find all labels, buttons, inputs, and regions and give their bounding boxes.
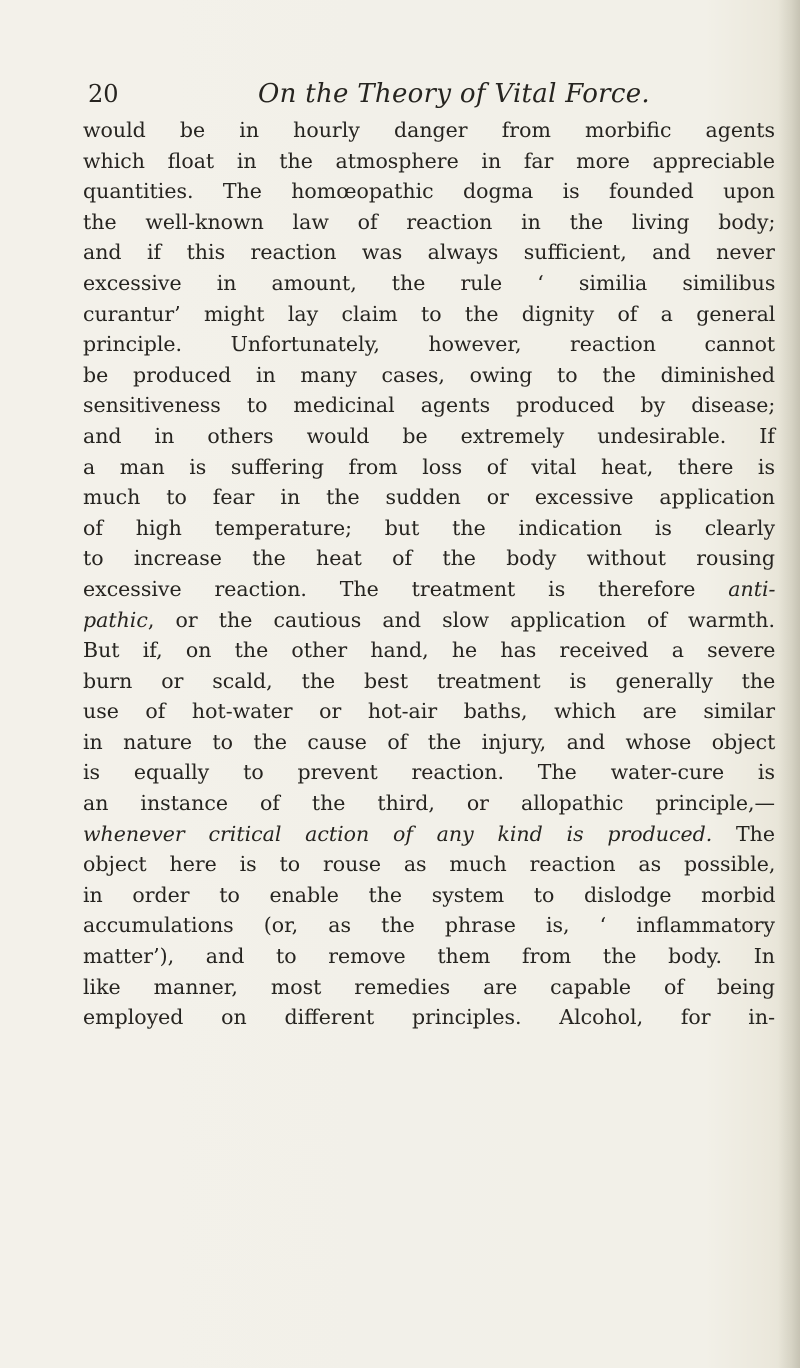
- text-segment: curantur’ might lay claim to the dignity of a general: [83, 301, 776, 326]
- page-edge-shadow: [778, 0, 800, 1368]
- text-line: [83, 696, 775, 727]
- text-line: [83, 788, 775, 819]
- text-line: [83, 421, 775, 452]
- running-title: On the Theory of Vital Force.: [258, 79, 650, 109]
- text-line: [83, 268, 775, 299]
- text-segment: , or the cautious and slow application of warmth.: [147, 607, 776, 632]
- italic-text-segment: anti-: [728, 576, 776, 601]
- text-segment: sensitiveness to medicinal agents produced by disease;: [83, 393, 776, 418]
- text-line: [83, 329, 775, 360]
- text-segment: object here is to rouse as much reaction as possible,: [83, 852, 776, 877]
- text-line: [83, 176, 775, 207]
- text-segment: principle. Unfortunately, however, reaction cannot: [83, 332, 776, 357]
- text-segment: and in others would be extremely undesirable. If: [83, 423, 775, 448]
- text-segment: is equally to prevent reaction. The water-cure is: [83, 760, 775, 785]
- text-segment: and if this reaction was always sufficient, and never: [83, 240, 775, 265]
- text-segment: accumulations (or, as the phrase is, ‘ inflammatory: [83, 913, 775, 938]
- text-line: [83, 605, 775, 636]
- text-segment: in nature to the cause of the injury, and whose object: [83, 729, 776, 754]
- text-segment: a man is suffering from loss of vital heat, there is: [83, 454, 775, 479]
- text-line: [83, 849, 775, 880]
- page-number: 20: [88, 80, 119, 108]
- text-segment: would be in hourly danger from morbific agents: [83, 118, 775, 142]
- text-line: [83, 574, 775, 605]
- text-segment: to increase the heat of the body without rousing: [83, 546, 775, 571]
- text-segment: like manner, most remedies are capable of being: [83, 974, 776, 999]
- text-segment: burn or scald, the best treatment is generally the: [83, 668, 776, 693]
- text-line: [83, 452, 775, 483]
- text-line: [83, 635, 775, 666]
- text-segment: excessive reaction. The treatment is therefore: [83, 576, 729, 601]
- text-segment: employed on different principles. Alcohol, for in-: [83, 1005, 775, 1030]
- page-header: [88, 78, 780, 118]
- text-segment: in order to enable the system to dislodge morbid: [83, 882, 776, 907]
- text-segment: much to fear in the sudden or excessive application: [83, 485, 775, 510]
- text-segment: quantities. The homœopathic dogma is founded upon: [83, 179, 775, 204]
- text-line: [83, 299, 775, 330]
- text-segment: an instance of the third, or allopathic principle,—: [83, 791, 775, 816]
- text-line: [83, 941, 775, 972]
- text-segment: of high temperature; but the indication is clearly: [83, 515, 776, 540]
- text-line: [83, 910, 775, 941]
- text-line: [83, 757, 775, 788]
- text-segment: excessive in amount, the rule ‘ similia similibus: [83, 270, 776, 295]
- text-line: [83, 360, 775, 391]
- text-line: [83, 513, 775, 544]
- italic-text-segment: whenever critical action of any kind is produced.: [83, 821, 713, 846]
- text-line: [83, 819, 775, 850]
- text-segment: be produced in many cases, owing to the diminished: [83, 362, 775, 387]
- text-segment: But if, on the other hand, he has received a severe: [83, 638, 776, 663]
- text-line: [83, 146, 775, 177]
- text-segment: matter’), and to remove them from the body. In: [83, 944, 775, 969]
- text-line: [83, 115, 775, 146]
- text-line: [83, 543, 775, 574]
- italic-text-segment: pathic: [83, 607, 148, 632]
- text-line: [83, 207, 775, 238]
- text-line: [83, 482, 775, 513]
- text-line: [83, 666, 775, 697]
- text-line: [83, 390, 775, 421]
- text-line: [83, 237, 775, 268]
- body-text: [83, 115, 775, 1033]
- text-segment: the well-known law of reaction in the living body;: [83, 209, 776, 234]
- text-line: [83, 880, 775, 911]
- text-segment: The: [712, 821, 775, 846]
- text-segment: use of hot-water or hot-air baths, which are similar: [83, 699, 775, 724]
- text-line: [83, 972, 775, 1003]
- text-segment: which float in the atmosphere in far more appreciable: [83, 148, 775, 173]
- text-line: [83, 727, 775, 758]
- text-line: [83, 1002, 775, 1033]
